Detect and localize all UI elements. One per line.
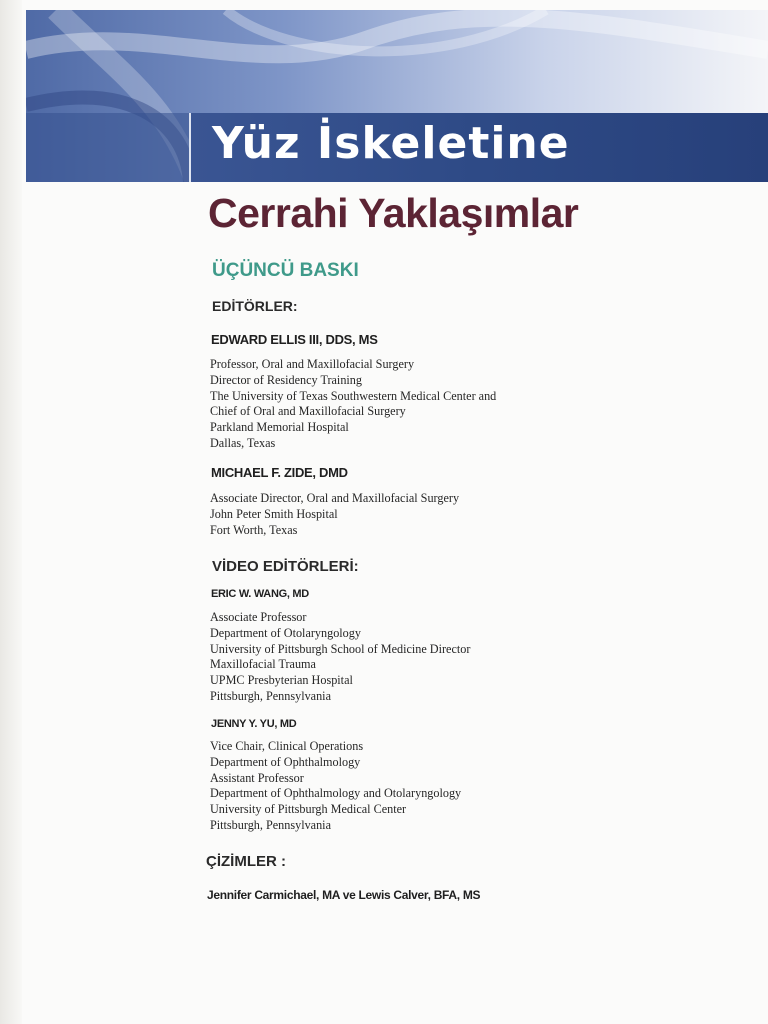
- editors-heading: EDİTÖRLER:: [212, 298, 298, 314]
- editor-affiliation: [210, 357, 496, 452]
- affiliation-line: UPMC Presbyterian Hospital: [210, 673, 353, 688]
- edition-label: ÜÇÜNCÜ BASKI: [212, 260, 359, 281]
- affiliation-line: Chief of Oral and Maxillofacial Surgery: [210, 404, 406, 419]
- illustrations-heading: ÇİZİMLER :: [206, 853, 286, 870]
- affiliation-line: Vice Chair, Clinical Operations: [210, 739, 364, 753]
- book-title-line-1: Yüz İskeletine: [212, 118, 570, 169]
- affiliation-line: John Peter Smith Hospital: [210, 506, 338, 521]
- affiliation-line: Dallas, Texas: [210, 435, 276, 450]
- affiliation-line: Associate Professor: [210, 610, 307, 624]
- editor-name: EDWARD ELLIS III, DDS, MS: [211, 332, 378, 347]
- video-editor-name: JENNY Y. YU, MD: [211, 718, 297, 730]
- video-editor-name: ERIC W. WANG, MD: [211, 588, 309, 600]
- affiliation-line: Maxillofacial Trauma: [210, 657, 316, 672]
- editor-name: MICHAEL F. ZIDE, DMD: [211, 465, 348, 480]
- affiliation-line: University of Pittsburgh Medical Center: [210, 802, 407, 817]
- affiliation-line: Pittsburgh, Pennsylvania: [210, 688, 331, 703]
- affiliation-line: Professor, Oral and Maxillofacial Surgery: [210, 357, 415, 371]
- editor-affiliation: [210, 491, 459, 538]
- affiliation-line: Pittsburgh, Pennsylvania: [210, 817, 331, 832]
- affiliation-line: Associate Director, Oral and Maxillofacial Surgery: [210, 491, 460, 505]
- affiliation-line: Department of Ophthalmology: [210, 754, 361, 769]
- affiliation-line: The University of Texas Southwestern Medical Center and: [210, 388, 497, 403]
- affiliation-line: Director of Residency Training: [210, 372, 362, 387]
- video-editors-heading: VİDEO EDİTÖRLERİ:: [212, 558, 359, 575]
- illustrators-credit: Jennifer Carmichael, MA ve Lewis Calver, BFA, MS: [207, 888, 481, 902]
- affiliation-line: Fort Worth, Texas: [210, 522, 298, 537]
- affiliation-line: Parkland Memorial Hospital: [210, 420, 349, 435]
- affiliation-line: Department of Otolaryngology: [210, 625, 361, 640]
- book-title-line-2: Cerrahi Yaklaşımlar: [208, 190, 579, 236]
- video-editor-affiliation: [210, 610, 470, 705]
- video-editor-affiliation: [210, 739, 461, 834]
- affiliation-line: University of Pittsburgh School of Medicine Director: [210, 641, 471, 656]
- affiliation-line: Department of Ophthalmology and Otolaryngology: [210, 786, 462, 801]
- page-binding-edge: [0, 0, 22, 1024]
- affiliation-line: Assistant Professor: [210, 770, 304, 785]
